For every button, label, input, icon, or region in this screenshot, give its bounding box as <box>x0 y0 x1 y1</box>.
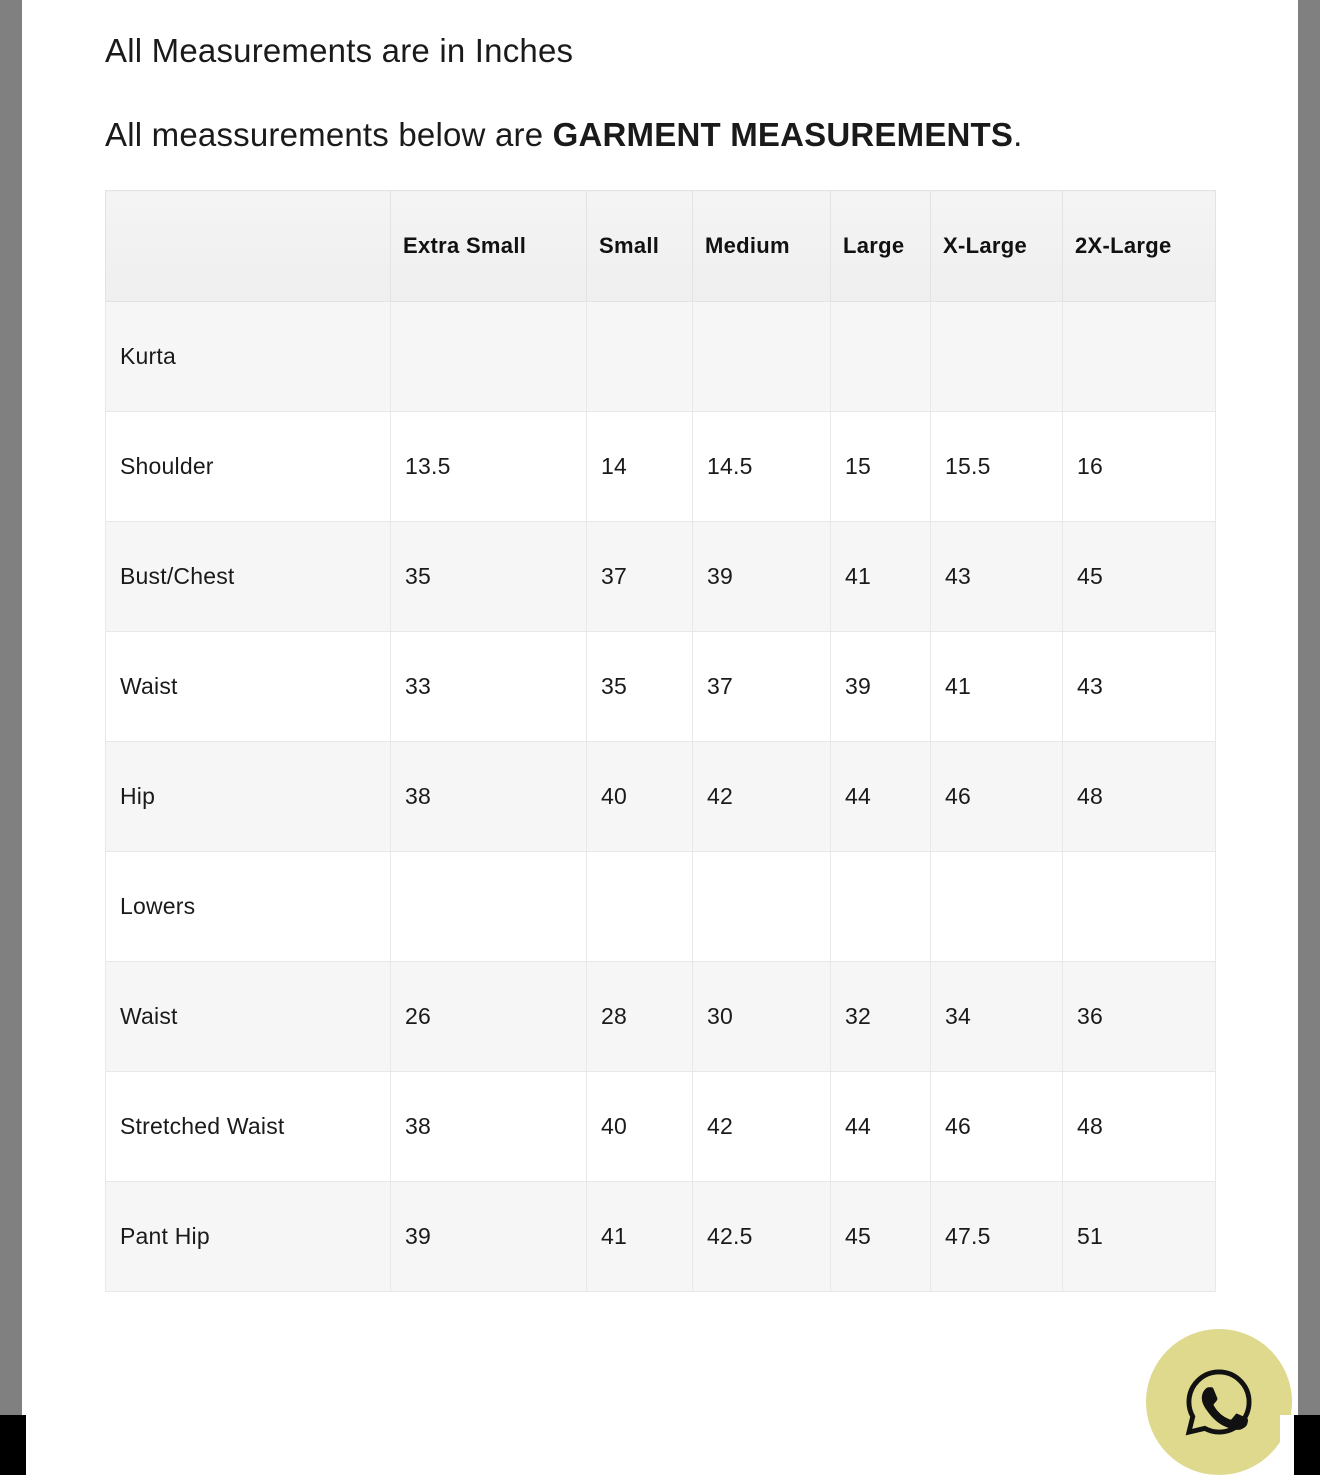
row-label: Bust/Chest <box>106 522 391 632</box>
cell-l: 32 <box>831 962 931 1072</box>
table-row <box>106 742 1216 852</box>
cell-xl: 15.5 <box>931 412 1063 522</box>
cell-m: 14.5 <box>693 412 831 522</box>
table-row <box>106 412 1216 522</box>
row-label: Stretched Waist <box>106 1072 391 1182</box>
cell-xl: 41 <box>931 632 1063 742</box>
cell-s <box>587 302 693 412</box>
cell-xs: 38 <box>391 1072 587 1182</box>
viewport-gutter-inner-left <box>22 0 40 1475</box>
cell-xs <box>391 302 587 412</box>
cell-s: 28 <box>587 962 693 1072</box>
cell-xs: 33 <box>391 632 587 742</box>
row-label: Waist <box>106 962 391 1072</box>
row-label: Shoulder <box>106 412 391 522</box>
column-header-large: Large <box>831 191 931 302</box>
cell-xl: 34 <box>931 962 1063 1072</box>
size-chart-table <box>105 190 1216 1292</box>
table-row <box>106 1072 1216 1182</box>
cell-xl <box>931 852 1063 962</box>
cell-xxl: 51 <box>1063 1182 1216 1292</box>
cell-xxl: 36 <box>1063 962 1216 1072</box>
cell-xl: 46 <box>931 1072 1063 1182</box>
cell-l: 41 <box>831 522 931 632</box>
cell-xxl <box>1063 302 1216 412</box>
intro-line-garment <box>105 114 1215 156</box>
cell-m: 42 <box>693 742 831 852</box>
viewport-gutter-left <box>0 0 22 1475</box>
cell-xxl: 16 <box>1063 412 1216 522</box>
cell-l: 45 <box>831 1182 931 1292</box>
cell-xl: 47.5 <box>931 1182 1063 1292</box>
intro-bold: GARMENT MEASUREMENTS <box>552 116 1014 154</box>
table-row <box>106 302 1216 412</box>
row-label: Hip <box>106 742 391 852</box>
cell-xl: 46 <box>931 742 1063 852</box>
browser-chrome-bar-left <box>0 1415 22 1475</box>
table-header-row <box>106 191 1216 302</box>
table-header <box>106 191 1216 302</box>
column-header-small: Small <box>587 191 693 302</box>
cell-xs: 38 <box>391 742 587 852</box>
cell-l: 44 <box>831 742 931 852</box>
whatsapp-chat-button[interactable] <box>1146 1329 1292 1475</box>
cell-m: 42 <box>693 1072 831 1182</box>
table-row <box>106 632 1216 742</box>
column-header-extra-small: Extra Small <box>391 191 587 302</box>
cell-s: 41 <box>587 1182 693 1292</box>
whatsapp-icon <box>1182 1365 1256 1439</box>
table-row <box>106 522 1216 632</box>
table-row <box>106 962 1216 1072</box>
cell-s: 35 <box>587 632 693 742</box>
cell-xxl: 43 <box>1063 632 1216 742</box>
column-header-medium: Medium <box>693 191 831 302</box>
table-body <box>106 302 1216 1292</box>
cell-xl: 43 <box>931 522 1063 632</box>
table-row <box>106 852 1216 962</box>
cell-xxl: 48 <box>1063 742 1216 852</box>
cell-l: 39 <box>831 632 931 742</box>
row-label: Pant Hip <box>106 1182 391 1292</box>
row-label: Waist <box>106 632 391 742</box>
cell-m <box>693 852 831 962</box>
browser-chrome-bar-right <box>1298 1415 1320 1475</box>
cell-l: 44 <box>831 1072 931 1182</box>
table-row <box>106 1182 1216 1292</box>
cell-m: 30 <box>693 962 831 1072</box>
cell-xxl <box>1063 852 1216 962</box>
cell-s <box>587 852 693 962</box>
cell-l <box>831 852 931 962</box>
cell-l: 15 <box>831 412 931 522</box>
cell-xxl: 48 <box>1063 1072 1216 1182</box>
cell-s: 40 <box>587 742 693 852</box>
cell-m: 37 <box>693 632 831 742</box>
cell-s: 14 <box>587 412 693 522</box>
intro-line-units: All Measurements are in Inches <box>105 32 574 69</box>
document-content <box>40 0 1280 1475</box>
viewport-gutter-inner-right <box>1280 0 1298 1475</box>
intro-prefix: All meassurements below are <box>105 116 553 154</box>
column-header-blank <box>106 191 391 302</box>
cell-xxl: 45 <box>1063 522 1216 632</box>
cell-xl <box>931 302 1063 412</box>
intro-suffix: . <box>1013 116 1023 154</box>
cell-xs: 35 <box>391 522 587 632</box>
row-label: Lowers <box>106 852 391 962</box>
cell-m: 42.5 <box>693 1182 831 1292</box>
cell-m: 39 <box>693 522 831 632</box>
cell-xs: 13.5 <box>391 412 587 522</box>
cell-xs <box>391 852 587 962</box>
row-label: Kurta <box>106 302 391 412</box>
cell-xs: 39 <box>391 1182 587 1292</box>
cell-s: 40 <box>587 1072 693 1182</box>
cell-l <box>831 302 931 412</box>
browser-chrome-inner-left <box>22 1415 40 1475</box>
browser-chrome-inner-right <box>1280 1415 1298 1475</box>
cell-s: 37 <box>587 522 693 632</box>
viewport-gutter-right <box>1298 0 1320 1475</box>
column-header-x-large: X-Large <box>931 191 1063 302</box>
column-header-2x-large: 2X-Large <box>1063 191 1216 302</box>
cell-xs: 26 <box>391 962 587 1072</box>
cell-m <box>693 302 831 412</box>
